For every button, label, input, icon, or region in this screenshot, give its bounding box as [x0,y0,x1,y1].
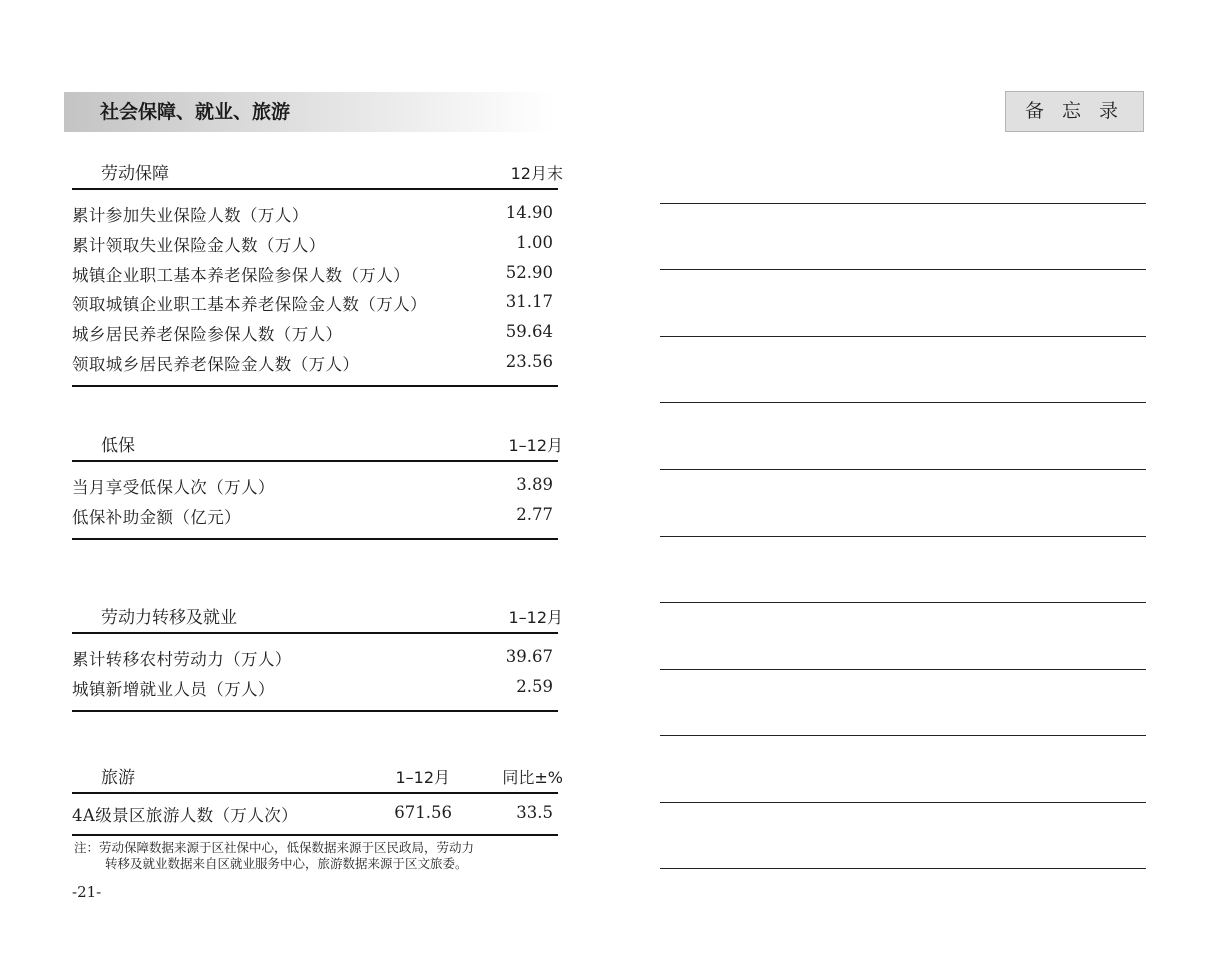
memo-line [660,669,1146,670]
row-value: 14.90 [505,203,553,222]
row-label: 城乡居民养老保险参保人数（万人） [72,325,343,345]
table-row [72,800,558,830]
page-number: -21- [72,883,102,901]
table-title: 劳动力转移及就业 [101,608,237,628]
table-row [72,319,558,349]
table-title: 低保 [101,436,135,456]
table-header [72,432,563,460]
table-yoy-header: 同比±% [502,768,563,787]
row-value: 23.56 [505,351,553,371]
row-label: 累计转移农村劳动力（万人） [72,650,292,669]
memo-line [660,602,1146,603]
table-row [72,289,558,319]
table-header [72,764,563,792]
table-rule-bottom [72,834,558,836]
section-title: 社会保障、就业、旅游 [64,92,554,132]
table-header [72,160,563,188]
table-period: 1–12月 [395,768,450,787]
memo-title: 备 忘 录 [1005,91,1144,132]
table-row [72,200,558,230]
row-value: 1.00 [516,232,553,252]
table-row [72,260,558,290]
memo-line [660,269,1146,270]
table-period: 1–12月 [508,608,563,627]
row-yoy: 33.5 [516,803,553,822]
row-label: 城镇企业职工基本养老保险参保人数（万人） [72,265,410,285]
row-value: 39.67 [505,647,553,666]
memo-line [660,336,1146,337]
row-label: 城镇新增就业人员（万人） [72,679,275,699]
row-value: 3.89 [516,475,553,494]
table-row [72,502,558,532]
row-value: 671.56 [394,803,452,822]
row-label: 累计参加失业保险人数（万人） [72,206,309,225]
labor-security-table [72,160,563,387]
table-row [72,472,558,502]
memo-line [660,469,1146,470]
table-period: 12月末 [510,164,563,183]
memo-line [660,402,1146,403]
tourism-table [72,764,563,836]
table-row [72,230,558,260]
row-label: 4A级景区旅游人数（万人次） [72,806,299,825]
memo-line [660,735,1146,736]
row-value: 31.17 [505,292,553,312]
memo-line [660,868,1146,869]
row-label: 领取城乡居民养老保险金人数（万人） [72,354,360,374]
employment-table [72,604,563,712]
row-label: 当月享受低保人次（万人） [72,478,275,497]
table-row [72,674,558,704]
footnote-line: 转移及就业数据来自区就业服务中心，旅游数据来源于区文旅委。 [105,856,468,871]
table-title: 劳动保障 [101,164,169,184]
table-rule-bottom [72,710,558,712]
row-value: 2.77 [516,504,553,524]
table-rule-bottom [72,538,558,540]
table-title: 旅游 [101,768,135,788]
table-period: 1–12月 [508,436,563,455]
table-header [72,604,563,632]
memo-line [660,536,1146,537]
row-label: 领取城镇企业职工基本养老保险金人数（万人） [72,295,427,315]
table-row [72,349,558,379]
table-rule-bottom [72,385,558,387]
memo-line [660,802,1146,803]
footnote [74,840,574,872]
footnote-line: 注：劳动保障数据来源于区社保中心，低保数据来源于区民政局，劳动力 [74,840,475,855]
row-value: 2.59 [516,676,553,696]
row-label: 累计领取失业保险金人数（万人） [72,235,326,255]
row-value: 52.90 [505,262,553,282]
row-label: 低保补助金额（亿元） [72,507,241,527]
memo-line [660,203,1146,204]
dibao-table [72,432,563,540]
table-row [72,644,558,674]
row-value: 59.64 [505,322,553,342]
